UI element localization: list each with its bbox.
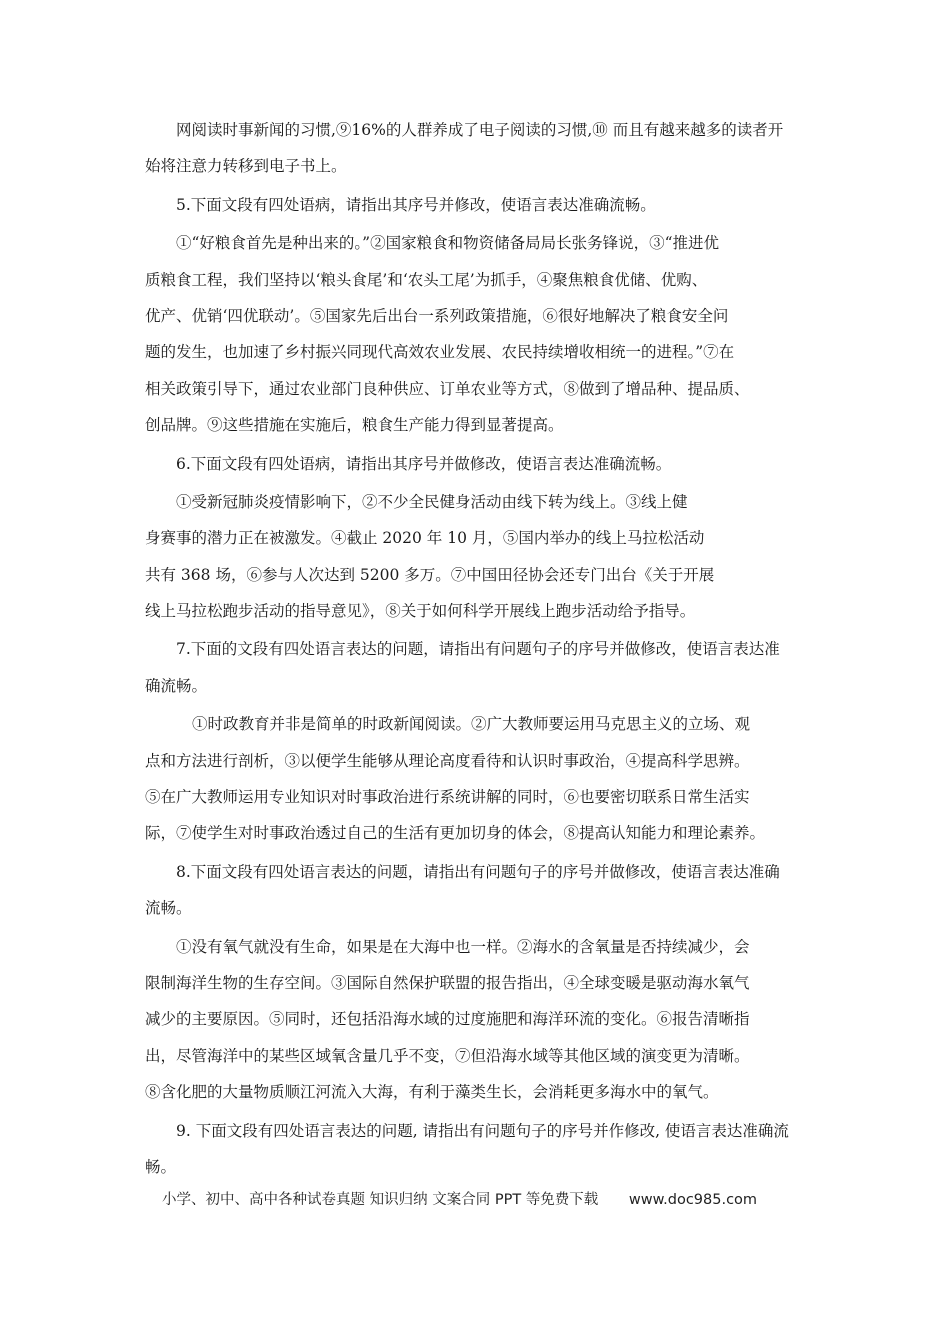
passage-line: ①没有氧气就没有生命，如果是在大海中也一样。②海水的含氧量是否持续减少，会 bbox=[176, 937, 750, 956]
document-body bbox=[145, 112, 810, 1187]
passage-line: 题的发生，也加速了乡村振兴同现代高效农业发展、农民持续增收相统一的进程。”⑦在 bbox=[145, 343, 735, 362]
passage-line: 出，尽管海洋中的某些区域氧含量几乎不变，⑦但沿海水域等其他区域的演变更为清晰。 bbox=[145, 1046, 750, 1065]
passage-line: 限制海洋生物的生存空间。③国际自然保护联盟的报告指出，④全球变暖是驱动海水氧气 bbox=[145, 973, 750, 992]
question-5-passage bbox=[145, 225, 810, 443]
question-7-passage bbox=[145, 706, 810, 852]
passage-line: ①时政教育并非是简单的时政新闻阅读。②广大教师要运用马克思主义的立场、观 bbox=[192, 715, 751, 734]
question-8-prompt bbox=[145, 854, 810, 927]
question-6-prompt bbox=[145, 446, 810, 482]
question-line: 8.下面文段有四处语言表达的问题，请指出有问题句子的序号并做修改，使语言表达准确 bbox=[176, 862, 780, 881]
passage-line: 优产、优销‘四优联动’。⑤国家先后出台一系列政策措施，⑥很好地解决了粮食安全问 bbox=[145, 306, 729, 325]
footer-url-link[interactable]: www.doc985.com bbox=[628, 1192, 758, 1208]
passage-line: ⑧含化肥的大量物质顺江河流入大海，有利于藻类生长，会消耗更多海水中的氧气。 bbox=[145, 1083, 719, 1102]
passage-line: ①受新冠肺炎疫情影响下，②不少全民健身活动由线下转为线上。③线上健 bbox=[176, 492, 688, 511]
passage-line: 创品牌。⑨这些措施在实施后，粮食生产能力得到显著提高。 bbox=[145, 416, 564, 435]
question-9-prompt bbox=[145, 1113, 810, 1186]
passage-line: 减少的主要原因。⑤同时，还包括沿海水域的过度施肥和海洋环流的变化。⑥报告清晰指 bbox=[145, 1010, 750, 1029]
question-line: 9. 下面文段有四处语言表达的问题, 请指出有问题句子的序号并作修改, 使语言表达准确流 bbox=[176, 1121, 789, 1140]
passage-line: ①“好粮食首先是种出来的。”②国家粮食和物资储备局局长张务锋说，③“推进优 bbox=[176, 234, 720, 253]
question-line: 5.下面文段有四处语病，请指出其序号并修改，使语言表达准确流畅。 bbox=[176, 195, 656, 214]
question-line: 畅。 bbox=[145, 1157, 177, 1176]
question-6-passage bbox=[145, 484, 810, 630]
page-footer bbox=[162, 1188, 802, 1212]
footer-text: 小学、初中、高中各种试卷真题 知识归纳 文案合同 PPT 等免费下载 bbox=[162, 1192, 599, 1208]
passage-line: 线上马拉松跑步活动的指导意见》，⑧关于如何科学开展线上跑步活动给予指导。 bbox=[145, 602, 696, 621]
question-line: 7.下面的文段有四处语言表达的问题，请指出有问题句子的序号并做修改，使语言表达准 bbox=[176, 640, 780, 659]
passage-line: 际，⑦使学生对时事政治透过自己的生活有更加切身的体会，⑧提高认知能力和理论素养。 bbox=[145, 824, 766, 843]
question-5-prompt bbox=[145, 187, 810, 223]
text-line: 网阅读时事新闻的习惯,⑨16%的人群养成了电子阅读的习惯,⑩ 而且有越来越多的读者开 bbox=[176, 121, 784, 139]
question-line: 6.下面文段有四处语病，请指出其序号并做修改，使语言表达准确流畅。 bbox=[176, 454, 672, 473]
passage-line: 点和方法进行剖析，③以便学生能够从理论高度看待和认识时事政治，④提高科学思辨。 bbox=[145, 751, 750, 770]
question-8-passage bbox=[145, 929, 810, 1111]
text-line: 始将注意力转移到电子书上。 bbox=[145, 157, 347, 176]
question-line: 流畅。 bbox=[145, 899, 192, 918]
passage-line: 质粮食工程，我们坚持以‘粮头食尾’和‘农头工尾’为抓手，④聚焦粮食优储、优购、 bbox=[145, 270, 708, 289]
question-7-prompt bbox=[145, 631, 810, 704]
passage-line: 共有 368 场，⑥参与人次达到 5200 多万。⑦中国田径协会还专门出台《关于开展 bbox=[145, 565, 715, 584]
question-line: 确流畅。 bbox=[145, 676, 208, 695]
passage-line: 身赛事的潜力正在被激发。④截止 2020 年 10 月，⑤国内举办的线上马拉松活动 bbox=[145, 529, 705, 548]
passage-line: 相关政策引导下，通过农业部门良种供应、订单农业等方式，⑧做到了增品种、提品质、 bbox=[145, 379, 750, 398]
passage-line: ⑤在广大教师运用专业知识对时事政治进行系统讲解的同时，⑥也要密切联系日常生活实 bbox=[145, 788, 750, 807]
continuation-text bbox=[145, 112, 810, 185]
